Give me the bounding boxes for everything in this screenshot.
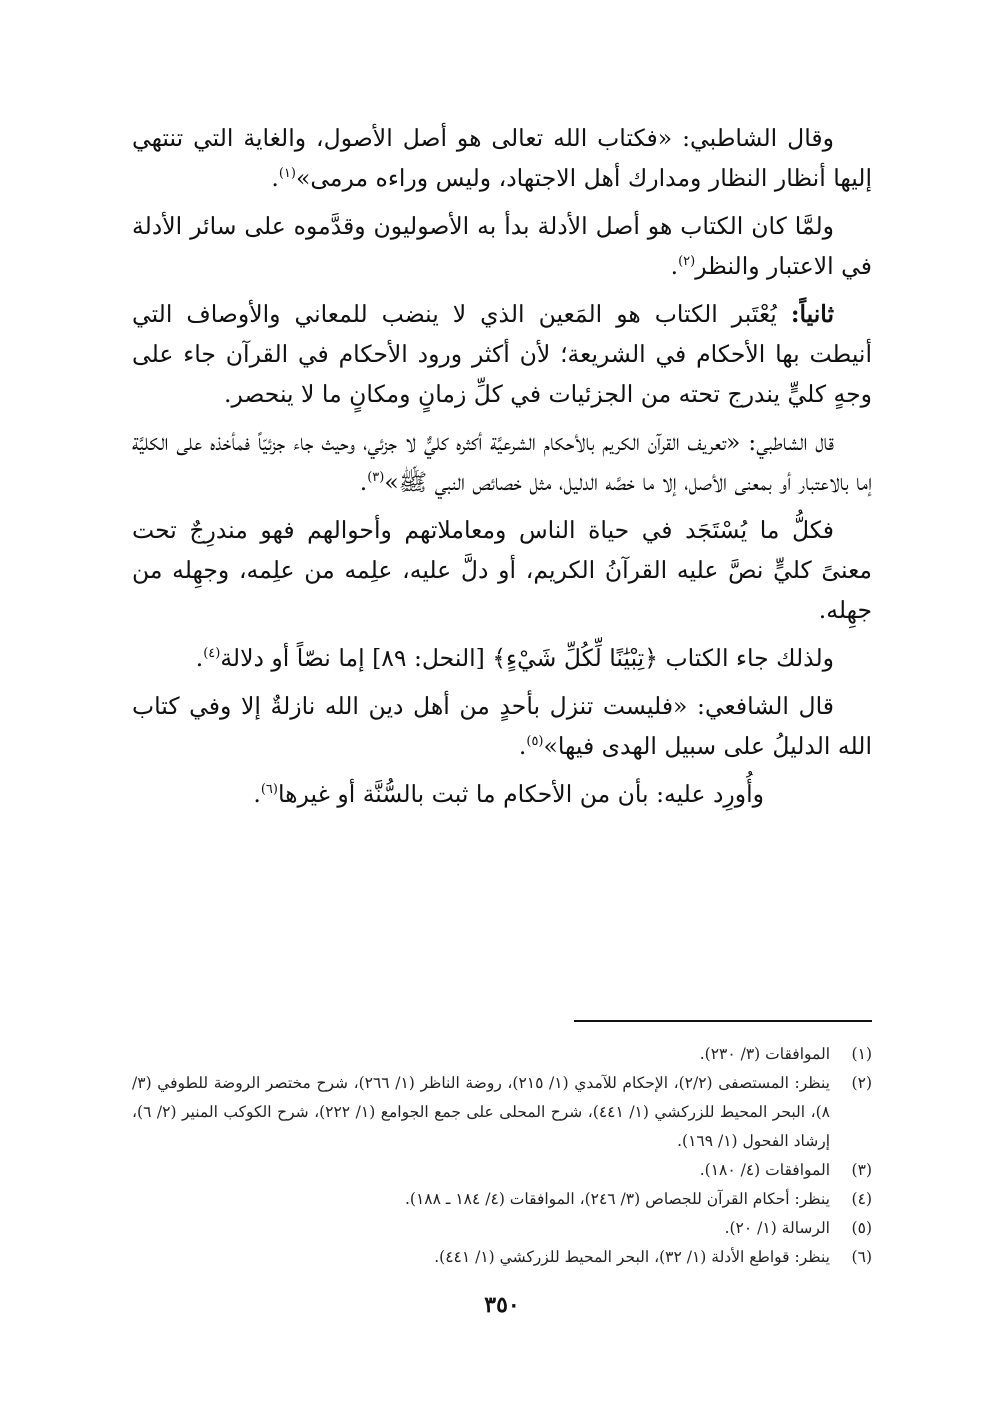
footnote-ref: (٢)	[678, 254, 696, 270]
footnote-1	[132, 1040, 872, 1069]
footnote-ref: (٥)	[526, 734, 544, 750]
footnote-5	[132, 1214, 872, 1243]
footnote-number: (٦)	[851, 1248, 872, 1266]
paragraph-7	[132, 686, 872, 766]
footnote-separator	[574, 1020, 872, 1022]
paragraph-text: يُعْتَبر الكتاب هو المَعين الذي لا ينضب للمعاني والأوصاف التي أنيطت بها الأحكام في الشريعة؛ لأن أكثر ورود الأحكام في القرآن جاء على وجهٍ كليٍّ يندرج تحته من الجزئيات في كلِّ زمانٍ ومكانٍ ما لا ينحصر.	[132, 300, 872, 408]
paragraph-text: وقال الشاطبي: «فكتاب الله تعالى هو أصل الأصول، والغاية التي تنتهي إليها أنظار النظار ومدارك أهل الاجتهاد، وليس وراءه مرمى»	[132, 124, 872, 192]
footnote-text: الموافقات (٣/ ٢٣٠).	[699, 1045, 830, 1063]
footnote-number: (٢)	[851, 1074, 872, 1092]
paragraph-8	[132, 774, 872, 814]
footnote-3	[132, 1156, 872, 1185]
paragraph-tail: .	[253, 780, 261, 808]
paragraph-text: ولمَّا كان الكتاب هو أصل الأدلة بدأ به الأصوليون وقدَّموه على سائر الأدلة في الاعتبار والنظر	[132, 212, 872, 280]
paragraph-text: وأُورِد عليه: بأن من الأحكام ما ثبت بالسُّنَّة أو غيرها	[277, 780, 764, 808]
footnote-number: (١)	[851, 1045, 872, 1063]
paragraph-5	[132, 510, 872, 630]
paragraph-text: فكلُّ ما يُسْتَجَد في حياة الناس ومعاملاتهم وأحوالهم فهو مندرِجٌ تحت معنىً كليٍّ نصَّ عليه القرآنُ الكريم، أو دلَّ عليه، علِمه من علِمه، وجهِله من جهِله.	[132, 516, 872, 624]
section-lead: ثانياً:	[790, 300, 834, 328]
paragraph-1	[132, 118, 872, 198]
paragraph-3	[132, 294, 872, 414]
footnote-6	[132, 1243, 872, 1272]
paragraph-tail: .	[518, 732, 527, 760]
paragraph-tail: .	[359, 468, 368, 496]
footnote-text: الموافقات (٤/ ١٨٠).	[699, 1161, 830, 1179]
page-number: ٣٥٠	[484, 1292, 520, 1318]
footnote-text: ينظر: قواطع الأدلة (١/ ٣٢)، البحر المحيط للزركشي (١/ ٤٤١).	[434, 1248, 830, 1266]
paragraph-text: قال الشاطبي: «تعريف القرآن الكريم بالأحكام الشرعيَّة أكثره كليٌّ لا جزئي، وحيث جاء جزئيّاً فمأخذه على الكليَّة إما بالاعتبار أو بمعنى الأصل، إلا ما خصَّه الدليل، مثل خصائص النبي ﷺ»	[132, 428, 872, 496]
paragraph-text: ولذلك جاء الكتاب ﴿تِبْيَٰنًا لِّكُلِّ شَيْءٍ﴾ [النحل: ٨٩] إما نصّاً أو دلالة	[220, 644, 834, 672]
footnote-number: (٣)	[851, 1161, 872, 1179]
paragraph-tail: .	[271, 164, 279, 192]
footnote-ref: (١)	[278, 166, 296, 182]
footnote-text: الرسالة (١/ ٢٠).	[724, 1219, 830, 1237]
footnote-text: ينظر: أحكام القرآن للجصاص (٣/ ٢٤٦)، الموافقات (٤/ ١٨٤ ـ ١٨٨).	[404, 1190, 830, 1208]
footnote-number: (٤)	[851, 1190, 872, 1208]
main-text	[132, 118, 872, 822]
paragraph-tail: .	[195, 644, 204, 672]
footnote-4	[132, 1185, 872, 1214]
footnote-text: ينظر: المستصفى (٢/٢)، الإحكام للآمدي (١/ ٢١٥)، روضة الناظر (١/ ٢٦٦)، شرح مختصر الروضة للطوفي (٣/ ٨)، البحر المحيط للزركشي (١/ ٤٤١)، شرح المحلى على جمع الجوامع (١/ ٢٢٢)، شرح الكوكب المنير (٢/ ٦)، إرشاد الفحول (١/ ١٦٩).	[132, 1074, 830, 1150]
footnote-number: (٥)	[851, 1219, 872, 1237]
paragraph-4	[132, 422, 872, 502]
paragraph-6	[132, 638, 872, 678]
paragraph-text: قال الشافعي: «فليست تنزل بأحدٍ من أهل دين الله نازلةٌ إلا وفي كتاب الله الدليلُ على سبيل الهدى فيها»	[132, 692, 872, 760]
footnote-2	[132, 1069, 872, 1156]
paragraph-tail: .	[670, 252, 679, 280]
footnote-ref: (٣)	[367, 470, 385, 486]
footnote-ref: (٤)	[203, 646, 221, 662]
paragraph-2	[132, 206, 872, 286]
footnotes	[132, 1040, 872, 1272]
footnote-ref: (٦)	[260, 782, 278, 798]
